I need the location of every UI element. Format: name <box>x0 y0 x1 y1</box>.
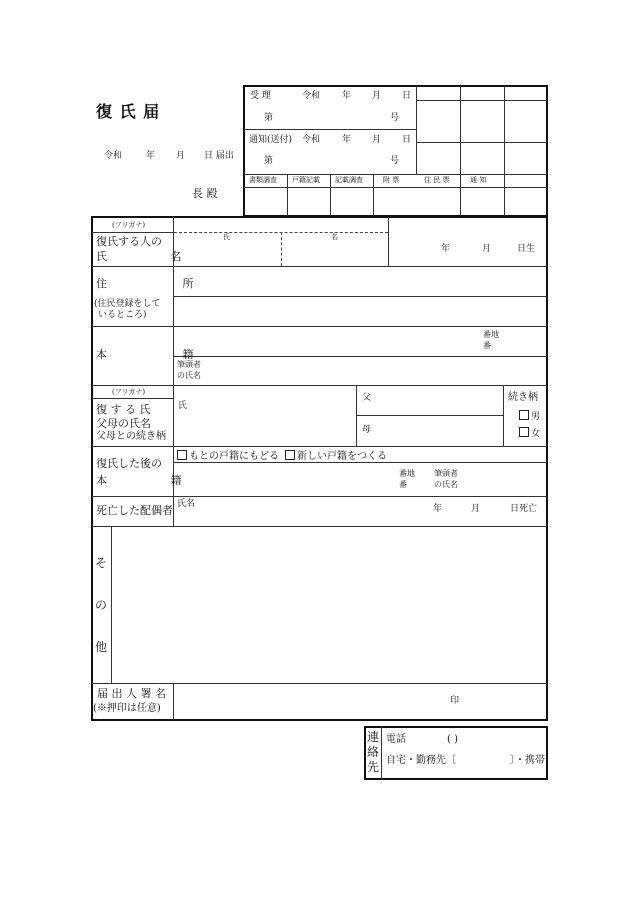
head-label-4: の氏名 <box>434 480 458 489</box>
father-label: 父 <box>362 393 372 403</box>
other-label-3: 他 <box>94 640 107 654</box>
check-label: 書類調査 <box>249 176 277 184</box>
contact-label-3: 先 <box>366 760 379 774</box>
death-year: 年 <box>433 504 443 514</box>
seal-mark: 印 <box>450 696 460 706</box>
ban-label-2: 番 <box>399 480 407 489</box>
mobile-label: 〕・携帯 <box>510 755 545 766</box>
address-note-2: いるところ) <box>98 310 147 320</box>
receipt-label: 受 理 <box>250 91 271 101</box>
checkbox-icon <box>519 427 529 437</box>
address-note: (住民登録をして <box>94 299 161 309</box>
other-field[interactable] <box>113 528 545 681</box>
name-label-2: 氏 名 <box>96 250 212 263</box>
spouse-label: 死亡した配偶者 <box>96 504 173 517</box>
check-label: 通 知 <box>470 176 487 184</box>
check-label: 戸籍記載 <box>292 176 320 184</box>
checkbox-icon <box>519 410 529 420</box>
notice-day: 日 <box>402 135 412 145</box>
receipt-day: 日 <box>402 91 412 101</box>
relation-label: 続き柄 <box>508 392 538 403</box>
male-option[interactable]: 男 <box>519 410 540 422</box>
phone-field[interactable] <box>420 732 540 748</box>
new-registry-option[interactable]: 新しい戸籍をつくる <box>285 450 387 462</box>
office-use-box <box>243 85 548 217</box>
after-label: 復氏した後の <box>96 457 162 470</box>
mother-label: 母 <box>362 425 372 435</box>
birth-month: 月 <box>482 244 492 254</box>
phone-area-paren: ( ) <box>447 734 458 745</box>
banchi-label-2: 番地 <box>399 469 415 478</box>
receipt-month: 月 <box>372 91 382 101</box>
other-label-2: の <box>94 598 107 612</box>
address-label: 住 所 <box>96 277 230 290</box>
female-option[interactable]: 女 <box>519 427 540 439</box>
phone-label: 電話 <box>386 734 406 745</box>
check-label: 附 票 <box>383 176 400 184</box>
checkbox-icon <box>177 450 187 460</box>
notice-no-prefix: 第 <box>264 156 274 166</box>
name-label: 復氏する人の <box>96 235 162 248</box>
honseki-field[interactable] <box>175 328 475 354</box>
form-title: 復 氏 届 <box>96 102 161 121</box>
receipt-no-suffix: 号 <box>390 113 400 123</box>
signature-field[interactable] <box>175 686 435 718</box>
receipt-year: 年 <box>342 91 352 101</box>
honseki-label: 本 籍 <box>96 348 230 361</box>
other-label: そ <box>94 556 107 570</box>
receipt-no-prefix: 第 <box>264 113 274 123</box>
given-name-label: 名 <box>331 233 338 241</box>
filing-month: 月 <box>176 151 186 161</box>
places-label: 自宅・勤務先〔 <box>386 755 456 766</box>
furigana-label-2: (フリガナ) <box>112 388 146 396</box>
checkbox-icon <box>285 450 295 460</box>
death-day: 日死亡 <box>510 504 538 514</box>
birth-day: 日生 <box>517 244 536 254</box>
contact-label-2: 絡 <box>366 745 379 759</box>
address-field[interactable] <box>175 268 545 294</box>
notice-era: 令和 <box>302 135 321 145</box>
notice-no-suffix: 号 <box>390 156 400 166</box>
signer-label: 届 出 人 署 名 <box>97 687 166 700</box>
notice-month: 月 <box>372 135 382 145</box>
filing-day: 日 届出 <box>204 151 234 161</box>
spouse-name-field[interactable] <box>175 510 415 524</box>
filing-era: 令和 <box>104 151 123 161</box>
restore-label: 復 す る 氏 <box>96 403 151 416</box>
receipt-era: 令和 <box>302 91 321 101</box>
restore-label-3: 父母との続き柄 <box>96 431 166 442</box>
death-month: 月 <box>471 504 481 514</box>
contact-label: 連 <box>366 730 379 744</box>
filing-year: 年 <box>146 151 156 161</box>
furigana-label: (フリガナ) <box>112 221 146 229</box>
birth-year: 年 <box>441 244 451 254</box>
spouse-name-label: 氏名 <box>177 499 196 509</box>
banchi-label: 番地 <box>483 330 499 339</box>
surname-label: 氏 <box>223 233 230 241</box>
check-label: 記載調査 <box>335 176 363 184</box>
head-label-3: 筆頭者 <box>434 469 458 478</box>
head-label: 筆頭者 <box>177 360 201 369</box>
notice-year: 年 <box>342 135 352 145</box>
given-name-field[interactable] <box>283 241 387 263</box>
restore-surname-label: 氏 <box>178 401 188 411</box>
after-label-2: 本 籍 <box>96 474 212 487</box>
addressee: 長 殿 <box>192 187 218 200</box>
signer-note: (※押印は任意) <box>93 703 161 714</box>
surname-field[interactable] <box>175 241 279 263</box>
notice-label: 通知(送付) <box>249 135 293 145</box>
head-label-2: の氏名 <box>177 371 201 380</box>
check-label: 住 民 票 <box>424 176 450 184</box>
return-option[interactable]: もとの戸籍にもどる <box>177 450 279 462</box>
ban-label: 番 <box>483 341 491 350</box>
restore-label-2: 父母の氏名 <box>96 417 151 430</box>
